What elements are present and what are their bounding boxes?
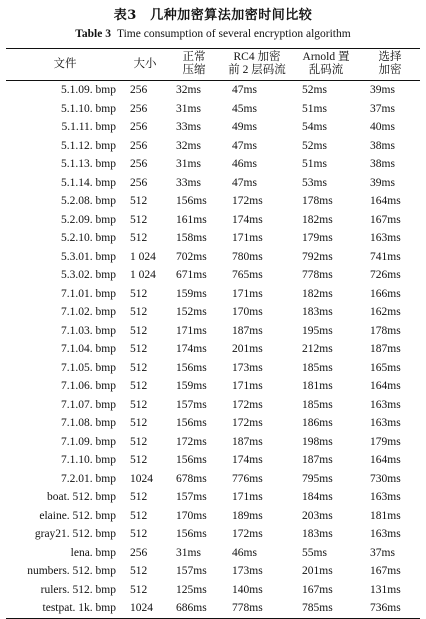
cell-size: 512 [130, 435, 148, 448]
cell-normal-compression: 32ms [176, 84, 201, 97]
cell-rc4: 173ms [232, 565, 263, 578]
header-arnold-scrambled [292, 49, 360, 81]
cell-arnold: 185ms [302, 361, 333, 374]
table-row [6, 285, 420, 304]
cell-arnold: 55ms [302, 546, 327, 559]
header-rc4-first-two-layers [222, 49, 292, 81]
cell-normal-compression: 171ms [176, 324, 207, 337]
cell-file: 5.1.13. bmp [61, 158, 116, 171]
cell-selective: 39ms [370, 84, 395, 97]
cell-rc4: 45ms [232, 102, 257, 115]
cell-normal-compression: 156ms [176, 528, 207, 541]
cell-size: 1024 [130, 602, 153, 615]
cell-file: 7.1.07. bmp [61, 398, 116, 411]
cell-selective: 131ms [370, 583, 401, 596]
cell-normal-compression: 152ms [176, 306, 207, 319]
table-row [6, 581, 420, 600]
cell-file: lena. bmp [70, 546, 116, 559]
cell-arnold: 52ms [302, 139, 327, 152]
header-line: 压缩 [182, 64, 206, 76]
cell-selective: 164ms [370, 380, 401, 393]
cell-selective: 179ms [370, 435, 401, 448]
header-line: RC4 加密 [233, 51, 281, 63]
table-body [6, 81, 420, 619]
cell-selective: 165ms [370, 361, 401, 374]
cell-file: 5.3.01. bmp [61, 250, 116, 263]
table-row [6, 544, 420, 563]
cell-size: 256 [130, 102, 148, 115]
cell-file: rulers. 512. bmp [40, 583, 116, 596]
cell-rc4: 171ms [232, 232, 263, 245]
cell-normal-compression: 157ms [176, 565, 207, 578]
table-caption-english [6, 26, 420, 42]
table-row [6, 248, 420, 267]
cell-file: 7.2.01. bmp [61, 472, 116, 485]
table-row [6, 340, 420, 359]
cell-rc4: 171ms [232, 287, 263, 300]
cell-arnold: 183ms [302, 528, 333, 541]
cell-selective: 726ms [370, 269, 401, 282]
cell-normal-compression: 31ms [176, 102, 201, 115]
table-row [6, 229, 420, 248]
header-row [6, 49, 420, 81]
cell-size: 1 024 [130, 250, 156, 263]
cell-selective: 167ms [370, 213, 401, 226]
header-line: 文件 [53, 57, 77, 70]
table-row [6, 118, 420, 137]
table-row [6, 525, 420, 544]
cell-size: 512 [130, 454, 148, 467]
cell-rc4: 47ms [232, 139, 257, 152]
cell-selective: 163ms [370, 232, 401, 245]
table-row [6, 322, 420, 341]
cell-rc4: 172ms [232, 195, 263, 208]
cell-selective: 181ms [370, 509, 401, 522]
cell-rc4: 778ms [232, 602, 263, 615]
table-row [6, 303, 420, 322]
cell-arnold: 187ms [302, 454, 333, 467]
cell-rc4: 46ms [232, 158, 257, 171]
cell-file: testpat. 1k. bmp [42, 602, 116, 615]
cell-file: 7.1.06. bmp [61, 380, 116, 393]
header-line: 选择 [378, 51, 402, 63]
table-row [6, 100, 420, 119]
cell-rc4: 170ms [232, 306, 263, 319]
cell-file: 7.1.04. bmp [61, 343, 116, 356]
cell-size: 256 [130, 176, 148, 189]
cell-selective: 164ms [370, 195, 401, 208]
cell-selective: 736ms [370, 602, 401, 615]
cell-size: 512 [130, 509, 148, 522]
cell-selective: 162ms [370, 306, 401, 319]
cell-file: boat. 512. bmp [47, 491, 116, 504]
cell-arnold: 53ms [302, 176, 327, 189]
header-line: 大小 [133, 57, 157, 70]
cell-size: 512 [130, 583, 148, 596]
table-caption-chinese: 表3 几种加密算法加密时间比较 [113, 8, 313, 23]
table-row [6, 192, 420, 211]
cell-size: 512 [130, 491, 148, 504]
header-normal-compression [166, 49, 222, 81]
cell-file: elaine. 512. bmp [39, 509, 116, 522]
table-row [6, 137, 420, 156]
cell-rc4: 140ms [232, 583, 263, 596]
cell-normal-compression: 156ms [176, 361, 207, 374]
cell-normal-compression: 671ms [176, 269, 207, 282]
cell-rc4: 776ms [232, 472, 263, 485]
cell-arnold: 201ms [302, 565, 333, 578]
cell-file: 7.1.09. bmp [61, 435, 116, 448]
table-row [6, 359, 420, 378]
cell-selective: 37ms [370, 102, 395, 115]
cell-file: 5.2.09. bmp [61, 213, 116, 226]
table-row [6, 507, 420, 526]
cell-rc4: 47ms [232, 176, 257, 189]
cell-rc4: 47ms [232, 84, 257, 97]
cell-rc4: 187ms [232, 324, 263, 337]
cell-file: 7.1.03. bmp [61, 324, 116, 337]
cell-arnold: 792ms [302, 250, 333, 263]
cell-file: 7.1.02. bmp [61, 306, 116, 319]
table-title-english: Time consumption of several encryption algorithm [116, 28, 351, 40]
cell-size: 256 [130, 139, 148, 152]
cell-arnold: 198ms [302, 435, 333, 448]
cell-selective: 164ms [370, 454, 401, 467]
cell-normal-compression: 156ms [176, 454, 207, 467]
cell-file: 5.1.14. bmp [61, 176, 116, 189]
cell-selective: 187ms [370, 343, 401, 356]
cell-rc4: 174ms [232, 213, 263, 226]
cell-file: 7.1.05. bmp [61, 361, 116, 374]
cell-normal-compression: 31ms [176, 546, 201, 559]
cell-size: 512 [130, 306, 148, 319]
cell-normal-compression: 172ms [176, 435, 207, 448]
cell-selective: 37ms [370, 546, 395, 559]
cell-selective: 163ms [370, 491, 401, 504]
cell-size: 512 [130, 528, 148, 541]
cell-rc4: 173ms [232, 361, 263, 374]
cell-arnold: 182ms [302, 287, 333, 300]
cell-rc4: 780ms [232, 250, 263, 263]
cell-file: 5.2.10. bmp [61, 232, 116, 245]
table-row [6, 266, 420, 285]
cell-normal-compression: 170ms [176, 509, 207, 522]
cell-selective: 39ms [370, 176, 395, 189]
cell-size: 512 [130, 398, 148, 411]
table-row [6, 562, 420, 581]
table-row [6, 488, 420, 507]
cell-rc4: 172ms [232, 417, 263, 430]
cell-size: 512 [130, 287, 148, 300]
table-row [6, 81, 420, 100]
cell-normal-compression: 678ms [176, 472, 207, 485]
cell-size: 512 [130, 565, 148, 578]
cell-size: 512 [130, 343, 148, 356]
cell-file: 5.1.11. bmp [61, 121, 116, 134]
table-row [6, 211, 420, 230]
cell-arnold: 178ms [302, 195, 333, 208]
cell-arnold: 51ms [302, 158, 327, 171]
cell-file: 7.1.01. bmp [61, 287, 116, 300]
cell-normal-compression: 159ms [176, 380, 207, 393]
cell-rc4: 171ms [232, 380, 263, 393]
cell-file: numbers. 512. bmp [27, 565, 116, 578]
table-row [6, 174, 420, 193]
cell-selective: 167ms [370, 565, 401, 578]
cell-arnold: 184ms [302, 491, 333, 504]
cell-selective: 741ms [370, 250, 401, 263]
cell-arnold: 167ms [302, 583, 333, 596]
cell-size: 1 024 [130, 269, 156, 282]
cell-rc4: 172ms [232, 528, 263, 541]
cell-file: 7.1.10. bmp [61, 454, 116, 467]
cell-file: 5.3.02. bmp [61, 269, 116, 282]
cell-file: 5.1.12. bmp [61, 139, 116, 152]
cell-normal-compression: 157ms [176, 398, 207, 411]
cell-arnold: 183ms [302, 306, 333, 319]
header-size [124, 49, 166, 81]
header-line: 加密 [378, 64, 402, 76]
cell-file: 5.2.08. bmp [61, 195, 116, 208]
cell-rc4: 172ms [232, 398, 263, 411]
table-header [6, 49, 420, 81]
cell-rc4: 46ms [232, 546, 257, 559]
table-row [6, 377, 420, 396]
cell-normal-compression: 156ms [176, 195, 207, 208]
cell-selective: 163ms [370, 528, 401, 541]
cell-rc4: 765ms [232, 269, 263, 282]
cell-normal-compression: 33ms [176, 121, 201, 134]
header-line: Arnold 置 [302, 51, 350, 63]
cell-arnold: 51ms [302, 102, 327, 115]
cell-arnold: 181ms [302, 380, 333, 393]
cell-arnold: 785ms [302, 602, 333, 615]
cell-size: 512 [130, 361, 148, 374]
cell-normal-compression: 161ms [176, 213, 207, 226]
cell-normal-compression: 32ms [176, 139, 201, 152]
cell-arnold: 778ms [302, 269, 333, 282]
cell-selective: 166ms [370, 287, 401, 300]
header-selective-encryption [360, 49, 420, 81]
cell-arnold: 179ms [302, 232, 333, 245]
cell-rc4: 189ms [232, 509, 263, 522]
cell-normal-compression: 159ms [176, 287, 207, 300]
cell-rc4: 171ms [232, 491, 263, 504]
cell-normal-compression: 31ms [176, 158, 201, 171]
cell-size: 1024 [130, 472, 153, 485]
header-line: 乱码流 [308, 64, 344, 76]
cell-selective: 163ms [370, 398, 401, 411]
cell-selective: 730ms [370, 472, 401, 485]
cell-rc4: 174ms [232, 454, 263, 467]
cell-selective: 38ms [370, 139, 395, 152]
table-row [6, 414, 420, 433]
cell-size: 256 [130, 121, 148, 134]
table-row [6, 451, 420, 470]
cell-arnold: 185ms [302, 398, 333, 411]
cell-arnold: 54ms [302, 121, 327, 134]
cell-size: 256 [130, 84, 148, 97]
cell-size: 256 [130, 158, 148, 171]
cell-normal-compression: 33ms [176, 176, 201, 189]
cell-normal-compression: 702ms [176, 250, 207, 263]
cell-rc4: 201ms [232, 343, 263, 356]
table-row [6, 396, 420, 415]
cell-size: 512 [130, 232, 148, 245]
cell-normal-compression: 156ms [176, 417, 207, 430]
cell-selective: 178ms [370, 324, 401, 337]
cell-file: 7.1.08. bmp [61, 417, 116, 430]
cell-size: 256 [130, 546, 148, 559]
cell-arnold: 182ms [302, 213, 333, 226]
cell-normal-compression: 157ms [176, 491, 207, 504]
cell-size: 512 [130, 380, 148, 393]
table-row [6, 433, 420, 452]
cell-normal-compression: 158ms [176, 232, 207, 245]
cell-arnold: 212ms [302, 343, 333, 356]
cell-normal-compression: 686ms [176, 602, 207, 615]
cell-rc4: 187ms [232, 435, 263, 448]
cell-size: 512 [130, 213, 148, 226]
table-row [6, 470, 420, 489]
cell-file: 5.1.10. bmp [61, 102, 116, 115]
cell-selective: 38ms [370, 158, 395, 171]
encryption-time-table [6, 48, 420, 619]
cell-arnold: 795ms [302, 472, 333, 485]
cell-file: 5.1.09. bmp [61, 84, 116, 97]
cell-normal-compression: 174ms [176, 343, 207, 356]
cell-selective: 163ms [370, 417, 401, 430]
cell-size: 512 [130, 417, 148, 430]
cell-file: gray21. 512. bmp [34, 528, 116, 541]
cell-normal-compression: 125ms [176, 583, 207, 596]
cell-arnold: 195ms [302, 324, 333, 337]
cell-selective: 40ms [370, 121, 395, 134]
cell-arnold: 203ms [302, 509, 333, 522]
cell-size: 512 [130, 324, 148, 337]
cell-arnold: 52ms [302, 84, 327, 97]
header-file [6, 49, 124, 81]
cell-rc4: 49ms [232, 121, 257, 134]
header-line: 正常 [182, 51, 206, 63]
table-number-label: Table 3 [75, 28, 111, 40]
table-row [6, 155, 420, 174]
header-line: 前 2 层码流 [228, 64, 286, 76]
table-row [6, 599, 420, 618]
cell-arnold: 186ms [302, 417, 333, 430]
cell-size: 512 [130, 195, 148, 208]
